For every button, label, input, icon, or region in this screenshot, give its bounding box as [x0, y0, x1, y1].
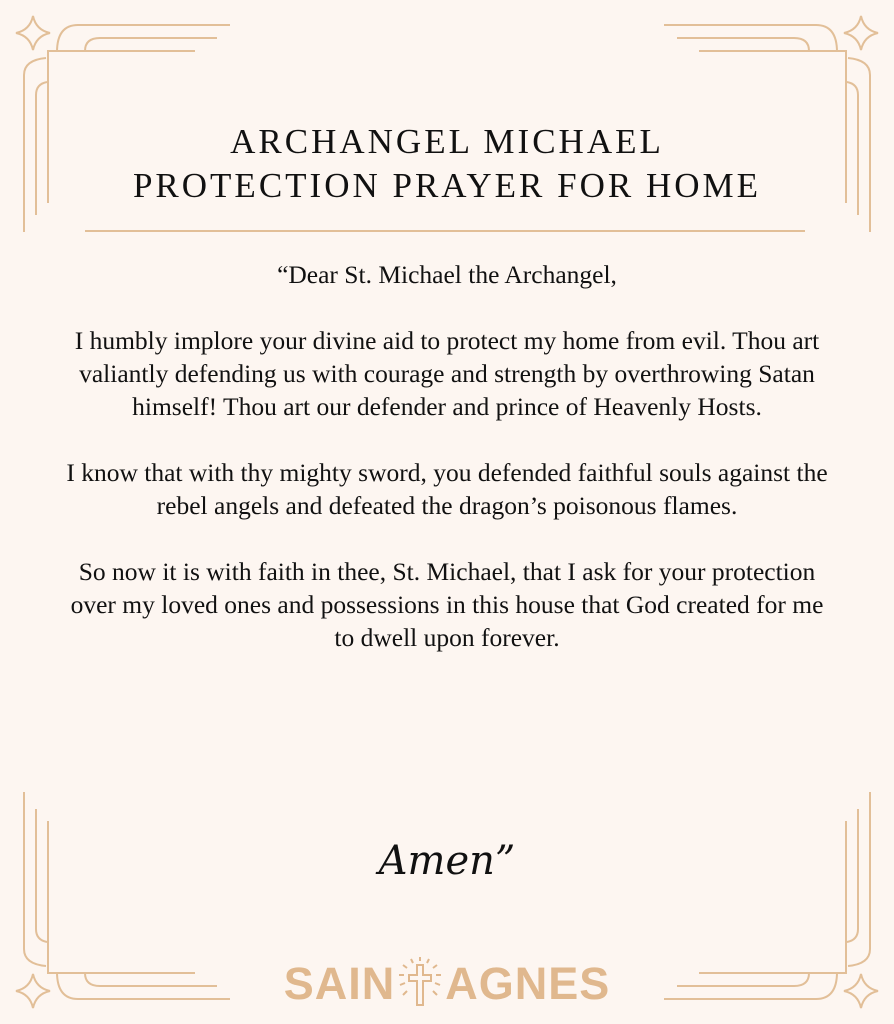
prayer-paragraph: I know that with thy mighty sword, you defended faithful souls against the rebel angels and defeated the dragon’s poisonous flames. — [66, 458, 828, 520]
prayer-paragraph: I humbly implore your divine aid to protect my home from evil. Thou art valiantly defending us with courage and strength by overthrowing Satan himself! Thou art our defender and prince of Heavenly Hosts. — [74, 326, 820, 421]
logo-text-left: SAIN — [283, 958, 396, 1009]
title-divider — [85, 230, 805, 232]
page-title — [0, 120, 894, 208]
prayer-closing: Amen” — [378, 838, 516, 884]
prayer-paragraph: So now it is with faith in thee, St. Michael, that I ask for your protection over my loved ones and possessions in this house that God created for me to dwell upon forever. — [70, 557, 824, 652]
saint-agnes-logo — [0, 955, 894, 1013]
prayer-salutation: “Dear St. Michael the Archangel, — [277, 260, 617, 289]
logo-text-right: AGNES — [445, 958, 611, 1009]
title-line-2: PROTECTION PRAYER FOR HOME — [132, 166, 762, 205]
prayer-text — [60, 258, 834, 687]
cross-icon — [397, 955, 443, 1013]
title-line-1: ARCHANGEL MICHAEL — [230, 122, 664, 161]
